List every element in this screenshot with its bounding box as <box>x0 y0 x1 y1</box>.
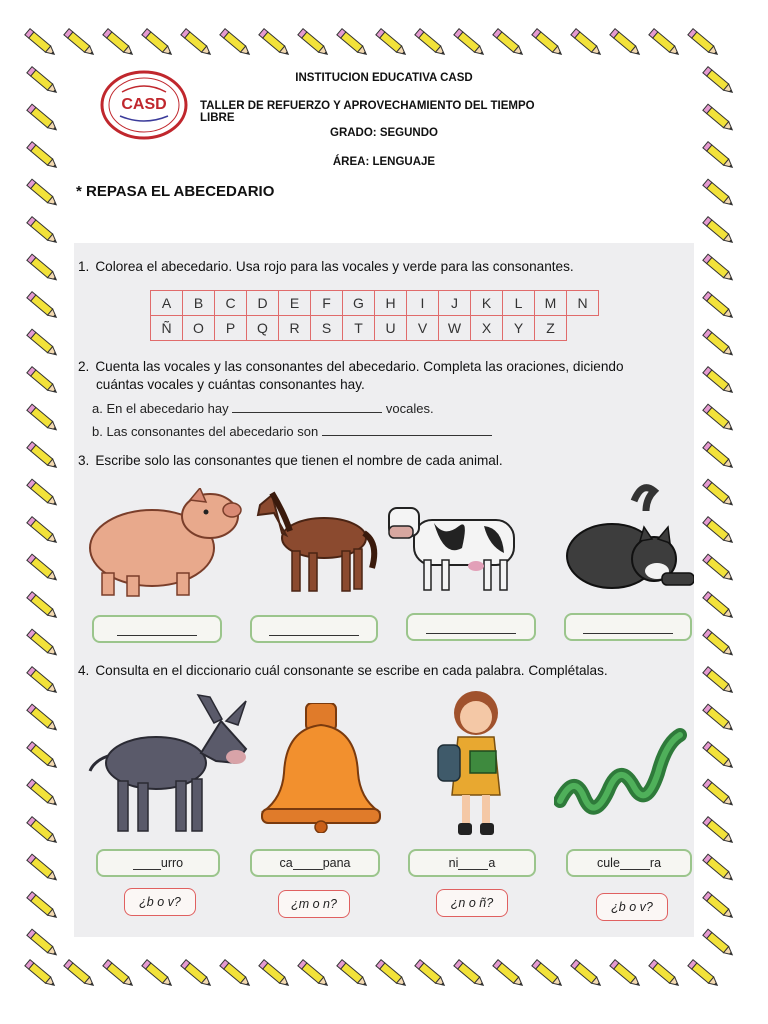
pencil-icon <box>27 404 59 433</box>
pencil-icon <box>337 960 369 989</box>
pencil-icon <box>532 960 564 989</box>
pencil-icon <box>571 960 603 989</box>
pencil-icon <box>27 817 59 846</box>
pencil-icon <box>220 960 252 989</box>
pencil-icon <box>703 404 735 433</box>
bell-image <box>256 703 386 833</box>
question-3 <box>78 453 503 468</box>
pencil-icon <box>25 960 57 989</box>
pencil-icon <box>27 892 59 921</box>
pencil-icon <box>27 517 59 546</box>
word-3-blank[interactable] <box>458 857 488 870</box>
letter-cell[interactable]: P <box>215 316 247 341</box>
workshop-title: TALLER DE REFUERZO Y APROVECHAMIENTO DEL TIEMPO LIBRE <box>200 100 535 124</box>
word-4-before: cule <box>596 856 620 870</box>
pencil-icon <box>703 592 735 621</box>
question-1-text: Colorea el abecedario. Usa rojo para las vocales y verde para las consonantes. <box>95 259 574 274</box>
pencil-icon <box>27 779 59 808</box>
letter-cell[interactable]: F <box>311 291 343 316</box>
letter-cell[interactable]: A <box>151 291 183 316</box>
horse-answer-box[interactable] <box>250 615 378 643</box>
letter-cell[interactable]: R <box>279 316 311 341</box>
grade-label: GRADO: SEGUNDO <box>330 127 438 139</box>
pencil-icon <box>27 254 59 283</box>
word-campana-box[interactable] <box>250 849 380 877</box>
pencil-icon <box>27 479 59 508</box>
cat-image <box>562 481 694 599</box>
pencil-icon <box>27 179 59 208</box>
pencil-icon <box>27 704 59 733</box>
question-2a-prefix: a. En el abecedario hay <box>92 401 229 416</box>
letter-cell[interactable]: T <box>343 316 375 341</box>
pencil-icon <box>298 960 330 989</box>
question-2 <box>78 359 624 374</box>
pencil-icon <box>27 292 59 321</box>
pencil-icon <box>376 960 408 989</box>
letter-cell[interactable]: W <box>439 316 471 341</box>
pencil-icon <box>688 960 720 989</box>
letter-cell[interactable]: O <box>183 316 215 341</box>
pencil-icon <box>27 929 59 958</box>
cow-answer-box[interactable] <box>406 613 536 641</box>
question-4-text: Consulta en el diccionario cuál consonante se escribe en cada palabra. Complétalas. <box>95 663 608 678</box>
letter-cell[interactable]: K <box>471 291 503 316</box>
worksheet-photo <box>74 243 694 937</box>
pencil-icon <box>610 960 642 989</box>
pencil-icon <box>142 960 174 989</box>
consonant-count-blank[interactable] <box>322 435 492 436</box>
letter-cell[interactable]: Y <box>503 316 535 341</box>
cat-answer-box[interactable] <box>564 613 692 641</box>
pencil-icon <box>703 892 735 921</box>
cow-answer-blank[interactable] <box>426 621 516 634</box>
pencil-icon <box>27 742 59 771</box>
girl-image <box>430 685 520 840</box>
word-burro-box[interactable] <box>96 849 220 877</box>
word-3-before: ni <box>448 856 459 870</box>
vowel-count-blank[interactable] <box>232 412 382 413</box>
pencil-icon <box>703 779 735 808</box>
word-3-after: a <box>488 856 496 870</box>
pencil-icon <box>27 592 59 621</box>
pencil-icon <box>415 960 447 989</box>
word-2-options: ¿m o n? <box>278 890 350 918</box>
horse-answer-blank[interactable] <box>269 623 359 636</box>
question-2-line-2: cuántas vocales y cuántas consonantes hay. <box>96 377 365 392</box>
question-3-text: Escribe solo las consonantes que tienen el nombre de cada animal. <box>95 453 503 468</box>
pencil-icon <box>27 854 59 883</box>
main-instruction: * REPASA EL ABECEDARIO <box>76 183 275 200</box>
pencil-icon <box>64 960 96 989</box>
question-3-number: 3. <box>78 453 90 468</box>
pencil-icon <box>27 629 59 658</box>
empty-cell <box>567 316 599 341</box>
pencil-icon <box>703 442 735 471</box>
cat-answer-blank[interactable] <box>583 621 673 634</box>
pig-answer-box[interactable] <box>92 615 222 643</box>
pencil-icon <box>493 960 525 989</box>
letter-cell[interactable]: M <box>535 291 567 316</box>
letter-cell[interactable]: B <box>183 291 215 316</box>
question-2b-prefix: b. Las consonantes del abecedario son <box>92 424 319 439</box>
letter-cell[interactable]: S <box>311 316 343 341</box>
word-4-after: ra <box>649 856 662 870</box>
word-2-after: pana <box>322 856 351 870</box>
pencil-icon <box>703 292 735 321</box>
pencil-icon <box>27 217 59 246</box>
question-1-number: 1. <box>78 259 90 274</box>
letter-cell[interactable]: U <box>375 316 407 341</box>
word-culebra-box[interactable] <box>566 849 692 877</box>
school-name: INSTITUCION EDUCATIVA CASD <box>295 72 473 84</box>
word-1-options: ¿b o v? <box>124 888 196 916</box>
pig-image <box>82 488 242 598</box>
question-2b <box>92 424 492 439</box>
word-4-options: ¿b o v? <box>596 893 668 921</box>
document-header <box>0 0 768 180</box>
pencil-icon <box>27 367 59 396</box>
letter-cell[interactable]: N <box>567 291 599 316</box>
question-2-line-1: Cuenta las vocales y las consonantes del abecedario. Completa las oraciones, diciendo <box>95 359 624 374</box>
donkey-image <box>86 691 251 841</box>
letter-cell[interactable]: Ñ <box>151 316 183 341</box>
pencil-icon <box>703 179 735 208</box>
question-1 <box>78 259 574 274</box>
word-2-before: ca <box>279 856 293 870</box>
letter-cell[interactable]: X <box>471 316 503 341</box>
question-2a <box>92 401 434 416</box>
letter-cell[interactable]: Z <box>535 316 567 341</box>
pencil-icon <box>703 479 735 508</box>
letter-cell[interactable]: D <box>247 291 279 316</box>
logo-text: CASD <box>121 96 167 113</box>
cow-image <box>384 498 534 598</box>
pencil-icon <box>703 742 735 771</box>
pencil-icon <box>454 960 486 989</box>
pencil-icon <box>649 960 681 989</box>
pencil-icon <box>181 960 213 989</box>
letter-cell[interactable]: Q <box>247 316 279 341</box>
pencil-icon <box>703 254 735 283</box>
pencil-icon <box>703 629 735 658</box>
alphabet-grid <box>150 290 599 341</box>
pencil-icon <box>703 929 735 958</box>
pencil-icon <box>27 442 59 471</box>
word-3-options: ¿n o ñ? <box>436 889 508 917</box>
area-label: ÁREA: LENGUAJE <box>332 156 436 168</box>
pencil-icon <box>703 217 735 246</box>
question-4 <box>78 663 608 678</box>
snake-image <box>554 713 694 823</box>
letter-cell[interactable]: H <box>375 291 407 316</box>
alphabet-row-2 <box>151 316 599 341</box>
word-1-blank[interactable] <box>133 857 161 870</box>
letter-cell[interactable]: I <box>407 291 439 316</box>
pencil-icon <box>703 554 735 583</box>
letter-cell[interactable]: J <box>439 291 471 316</box>
pencil-icon <box>259 960 291 989</box>
word-2-blank[interactable] <box>293 857 323 870</box>
letter-cell[interactable]: G <box>343 291 375 316</box>
pencil-icon <box>703 667 735 696</box>
question-4-number: 4. <box>78 663 90 678</box>
pencil-icon <box>703 517 735 546</box>
letter-cell[interactable]: C <box>215 291 247 316</box>
alphabet-row-1 <box>151 291 599 316</box>
pig-answer-blank[interactable] <box>117 623 197 636</box>
letter-cell[interactable]: E <box>279 291 311 316</box>
letter-cell[interactable]: L <box>503 291 535 316</box>
pencil-icon <box>703 367 735 396</box>
pencil-icon <box>703 329 735 358</box>
pencil-icon <box>703 854 735 883</box>
question-2-number: 2. <box>78 359 90 374</box>
horse-image <box>254 483 384 598</box>
question-2a-suffix: vocales. <box>385 401 434 416</box>
pencil-icon <box>27 667 59 696</box>
pencil-icon <box>27 554 59 583</box>
pencil-icon <box>703 704 735 733</box>
word-1-after: urro <box>160 856 184 870</box>
pencil-icon <box>27 329 59 358</box>
pencil-icon <box>703 817 735 846</box>
pencil-icon <box>103 960 135 989</box>
letter-cell[interactable]: V <box>407 316 439 341</box>
word-nina-box[interactable] <box>408 849 536 877</box>
word-4-blank[interactable] <box>620 857 650 870</box>
